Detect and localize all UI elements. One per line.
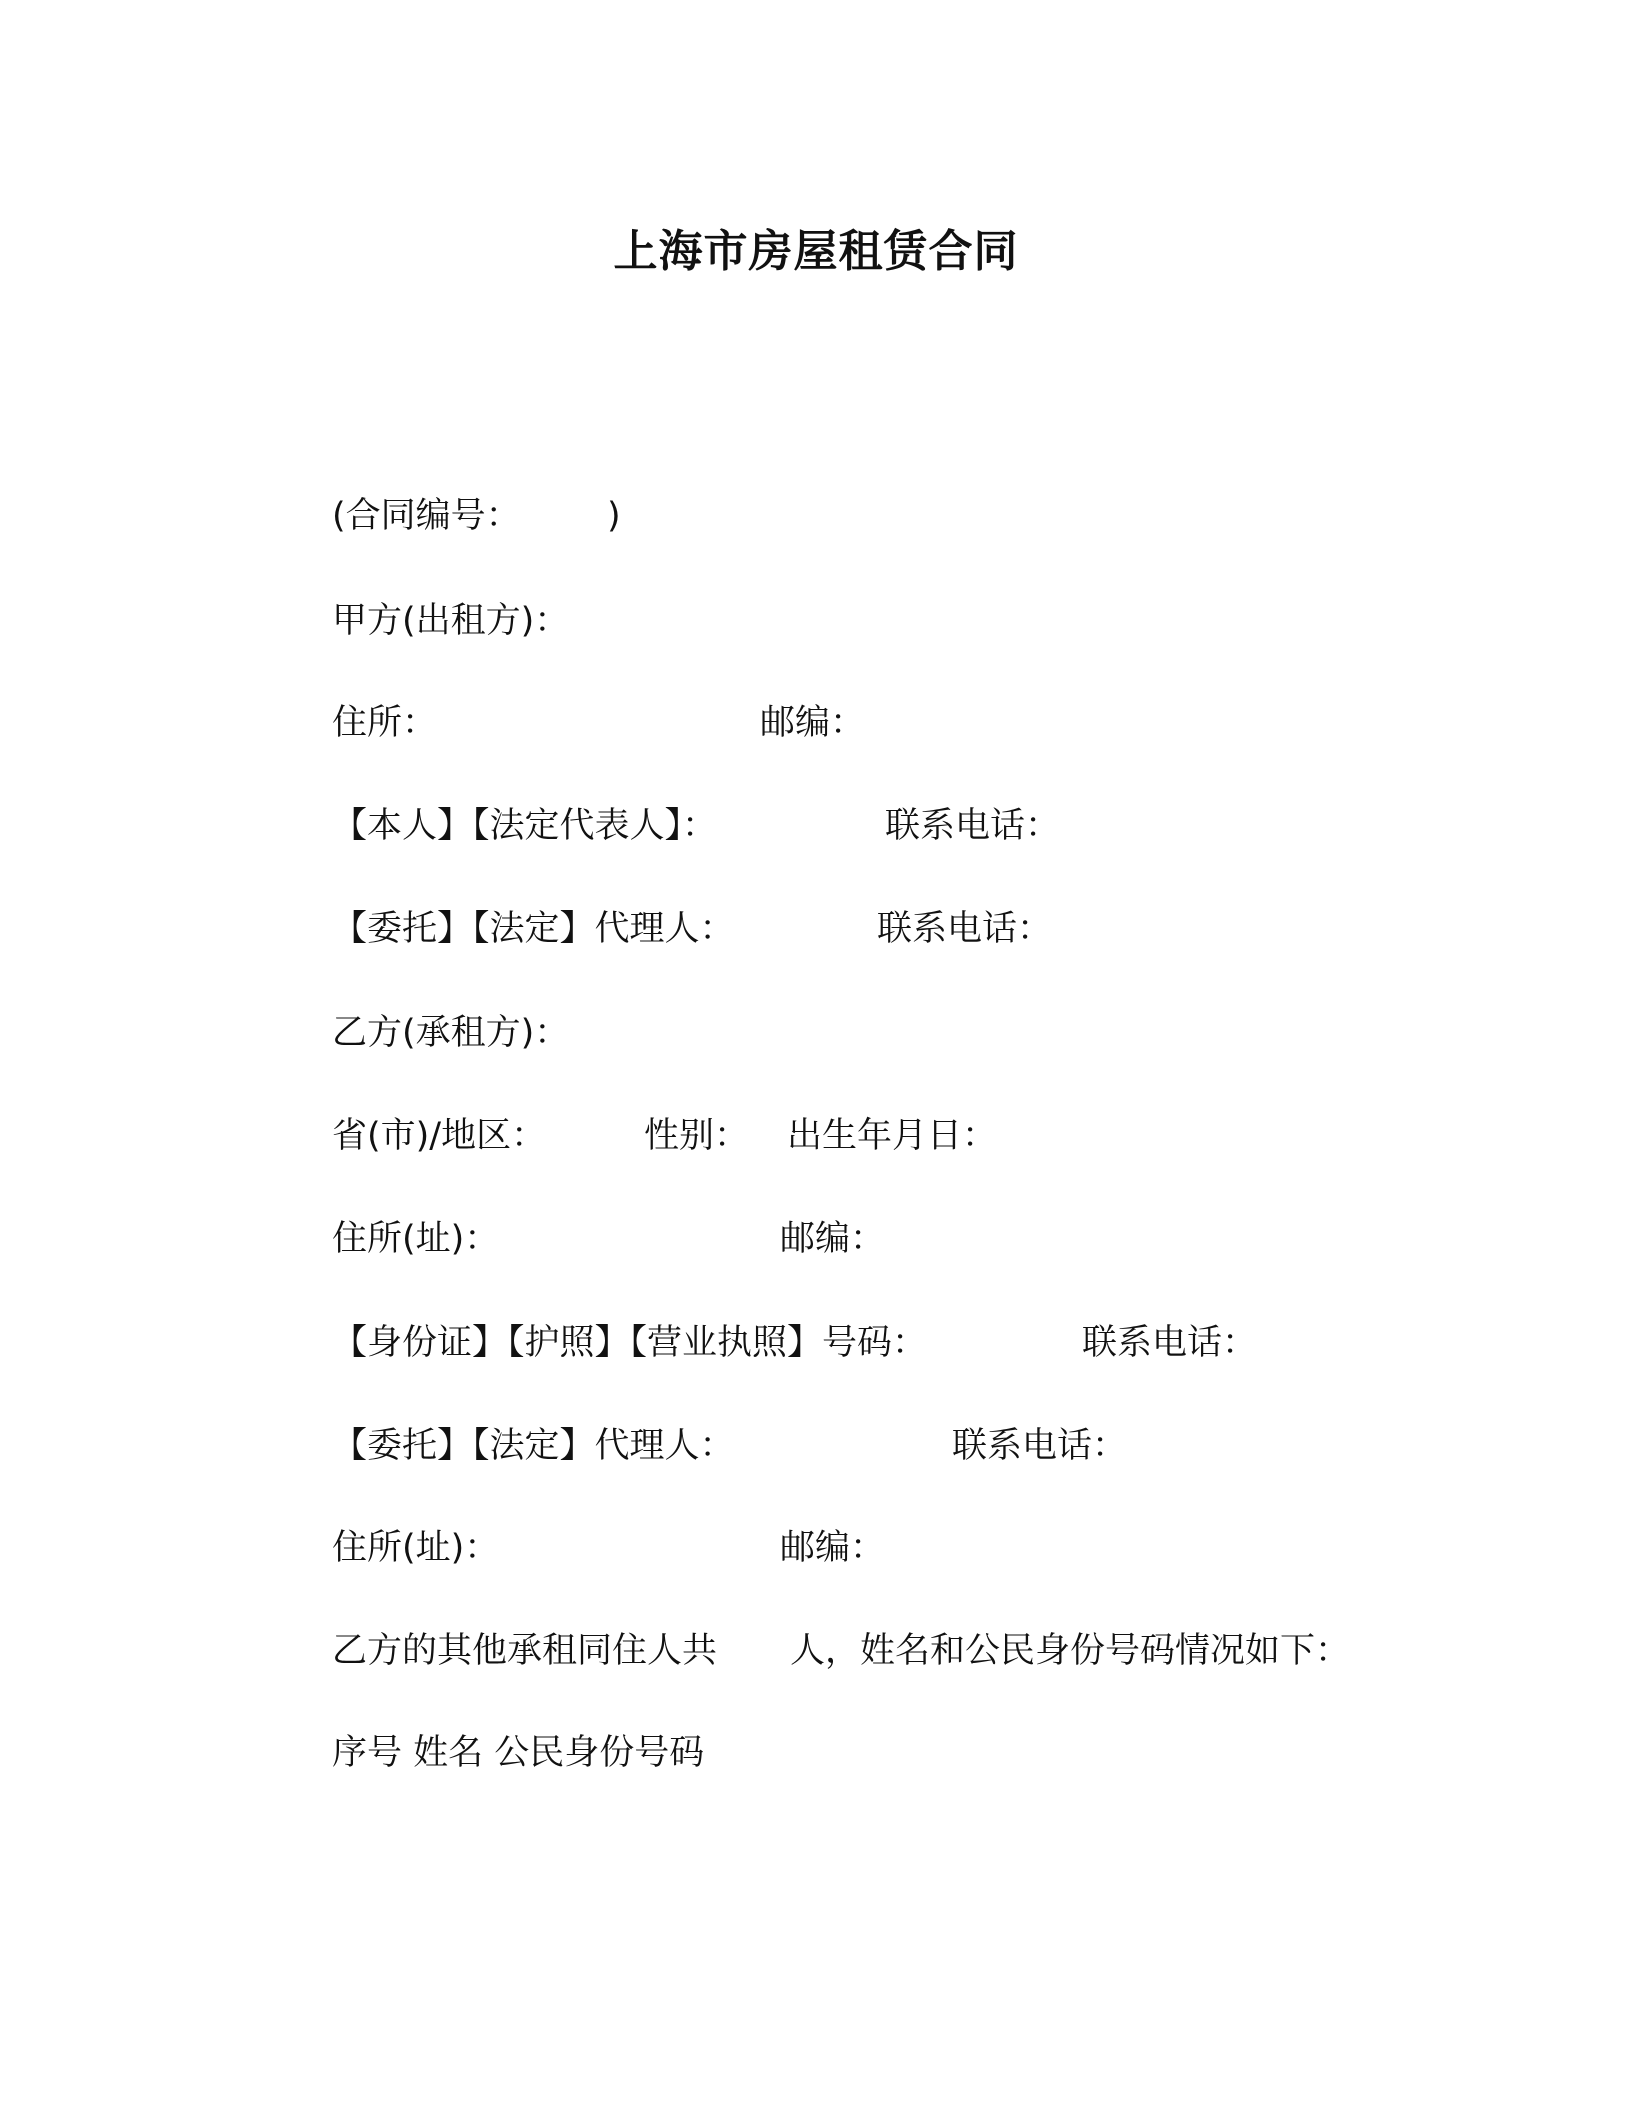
cotenants-prefix: 乙方的其他承租同住人共 — [332, 1631, 718, 1671]
party-b-birthdate-label: 出生年月日： — [787, 1116, 998, 1156]
party-b-address-label: 住所(址)： — [332, 1219, 500, 1259]
party-a-address-label: 住所： — [332, 703, 438, 743]
party-a-representative-phone-label: 联系电话： — [885, 806, 1061, 846]
party-b-agent-phone-label: 联系电话： — [952, 1426, 1128, 1466]
cotenants-table-header: 序号 姓名 公民身份号码 — [332, 1733, 705, 1773]
party-b-agent-address-label: 住所(址)： — [332, 1528, 500, 1568]
party-a-postcode-label: 邮编： — [760, 703, 866, 743]
party-b-agent-label: 【委托】【法定】代理人： — [332, 1426, 735, 1466]
party-a-label: 甲方(出租方)： — [332, 601, 570, 641]
party-b-gender-label: 性别： — [644, 1116, 750, 1156]
cotenants-suffix: 人，姓名和公民身份号码情况如下： — [790, 1631, 1351, 1671]
party-b-id-label: 【身份证】【护照】【营业执照】号码： — [332, 1323, 928, 1363]
party-b-region-label: 省(市)/地区： — [332, 1116, 547, 1156]
document-title: 上海市房屋租赁合同 — [613, 226, 1019, 277]
party-b-label: 乙方(承租方)： — [332, 1013, 570, 1053]
party-b-id-phone-label: 联系电话： — [1082, 1323, 1258, 1363]
party-b-postcode-label: 邮编： — [780, 1219, 886, 1259]
party-b-agent-postcode-label: 邮编： — [780, 1528, 886, 1568]
party-a-representative-label: 【本人】【法定代表人】： — [332, 806, 718, 846]
party-a-agent-label: 【委托】【法定】代理人： — [332, 909, 735, 949]
contract-number-label: (合同编号： — [332, 496, 521, 536]
contract-number-close: ) — [607, 496, 621, 536]
party-a-agent-phone-label: 联系电话： — [877, 909, 1053, 949]
